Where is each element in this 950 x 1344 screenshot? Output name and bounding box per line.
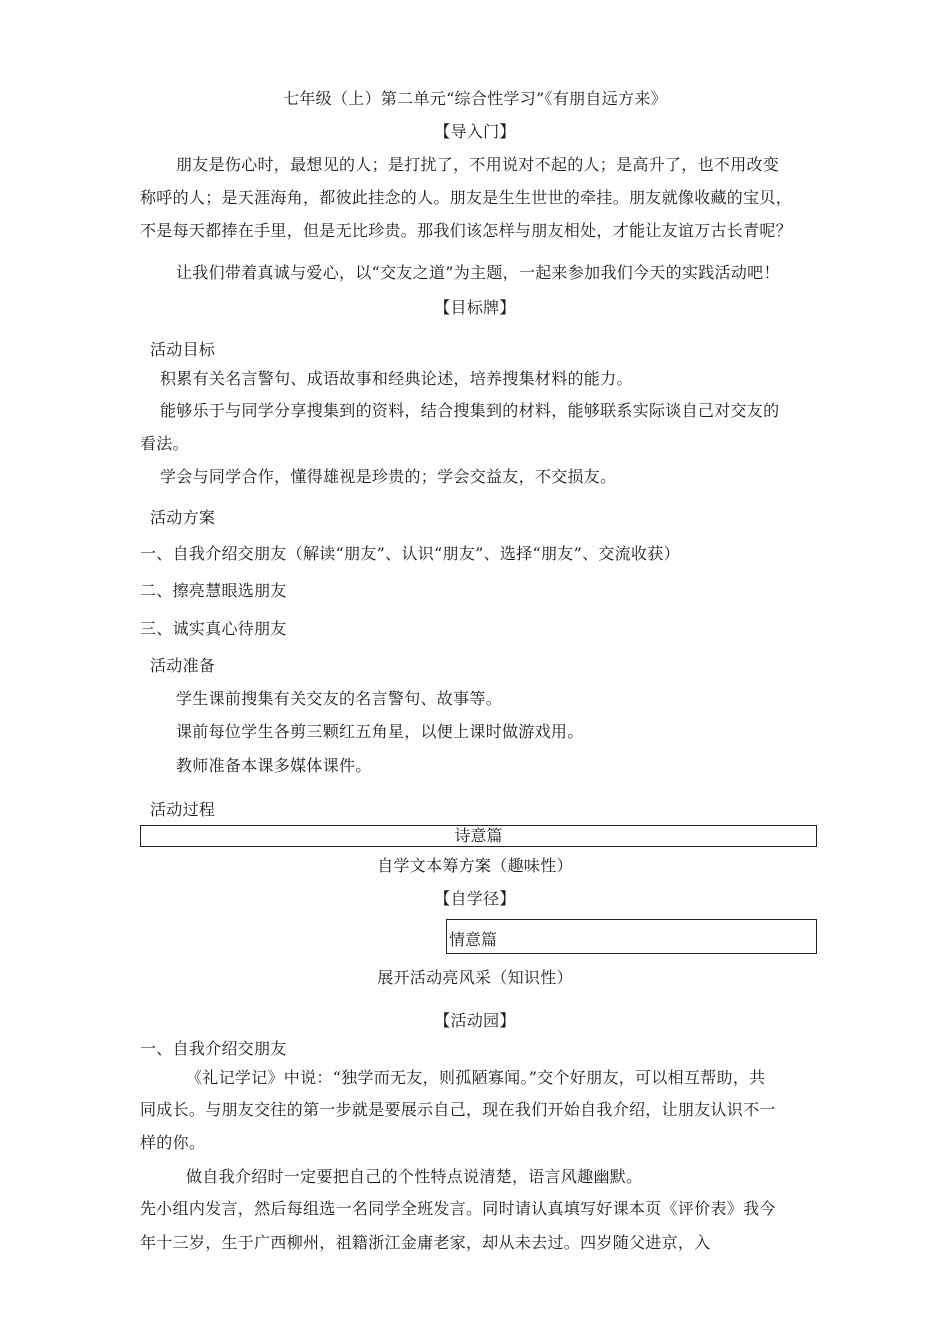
intro-line: 朋友是伤心时，最想见的人；是打扰了，不用说对不起的人；是高升了，也不用改变 — [176, 155, 780, 174]
intro-line: 不是每天都捧在手里，但是无比珍贵。那我们该怎样与朋友相处，才能让友谊万古长青呢？ — [140, 221, 793, 240]
plan-item: 一、自我介绍交朋友（解读“朋友”、认识“朋友”、选择“朋友”、交流收获） — [140, 544, 680, 563]
intro-line: 称呼的人；是天涯海角，都彼此挂念的人。朋友是生生世世的牵挂。朋友就像收藏的宝贝， — [140, 188, 793, 207]
activity-heading: 【活动园】 — [434, 1011, 516, 1030]
self-study-subtitle: 自学文本筹方案（趣味性） — [377, 856, 573, 875]
goal-item: 学会与同学合作，懂得雄视是珍贵的；学会交益友，不交损友。 — [160, 467, 617, 486]
emotion-section-box — [446, 919, 817, 954]
goal-item: 看法。 — [140, 434, 189, 453]
goals-heading: 【目标牌】 — [434, 298, 516, 317]
poetry-section-box — [140, 825, 817, 847]
prep-item: 学生课前搜集有关交友的名言警句、故事等。 — [176, 689, 503, 708]
self-study-heading: 【自学径】 — [434, 889, 516, 908]
section1-line: 做自我介绍时一定要把自己的个性特点说清楚，语言风趣幽默。 — [186, 1167, 643, 1186]
section1-line: 样的你。 — [140, 1133, 206, 1152]
intro-line: 让我们带着真诚与爱心，以“交友之道”为主题，一起来参加我们今天的实践活动吧！ — [176, 263, 780, 282]
document-title: 七年级（上）第二单元“综合性学习”《有朋自远方来》 — [283, 89, 667, 108]
section1-line: 同成长。与朋友交往的第一步就是要展示自己，现在我们开始自我介绍，让朋友认识不一 — [140, 1100, 776, 1119]
goal-item: 积累有关名言警句、成语故事和经典论述，培养搜集材料的能力。 — [160, 369, 633, 388]
prep-item: 教师准备本课多媒体课件。 — [176, 756, 372, 775]
plan-item: 三、诚实真心待朋友 — [140, 619, 287, 638]
process-label: 活动过程 — [150, 800, 216, 819]
prep-label: 活动准备 — [150, 656, 216, 675]
section1-line: 先小组内发言，然后每组选一名同学全班发言。同时请认真填写好课本页《评价表》我今 — [140, 1199, 776, 1218]
goals-label: 活动目标 — [150, 340, 216, 359]
activity-subtitle: 展开活动亮风采（知识性） — [377, 968, 573, 987]
plan-label: 活动方案 — [150, 508, 216, 527]
poetry-section-title: 诗意篇 — [454, 826, 503, 845]
goal-item: 能够乐于与同学分享搜集到的资料，结合搜集到的材料，能够联系实际谈自己对交友的 — [160, 401, 780, 420]
section1-line: 年十三岁，生于广西柳州，祖籍浙江金庸老家，却从未去过。四岁随父进京，入 — [140, 1233, 711, 1252]
emotion-section-title: 情意篇 — [449, 930, 498, 949]
intro-heading: 【导入门】 — [434, 122, 516, 141]
section1-title: 一、自我介绍交朋友 — [140, 1039, 287, 1058]
plan-item: 二、擦亮慧眼选朋友 — [140, 581, 287, 600]
prep-item: 课前每位学生各剪三颗红五角星，以便上课时做游戏用。 — [176, 722, 584, 741]
section1-line: 《礼记学记》中说：“独学而无友，则孤陋寡闻。”交个好朋友，可以相互帮助，共 — [186, 1068, 766, 1087]
